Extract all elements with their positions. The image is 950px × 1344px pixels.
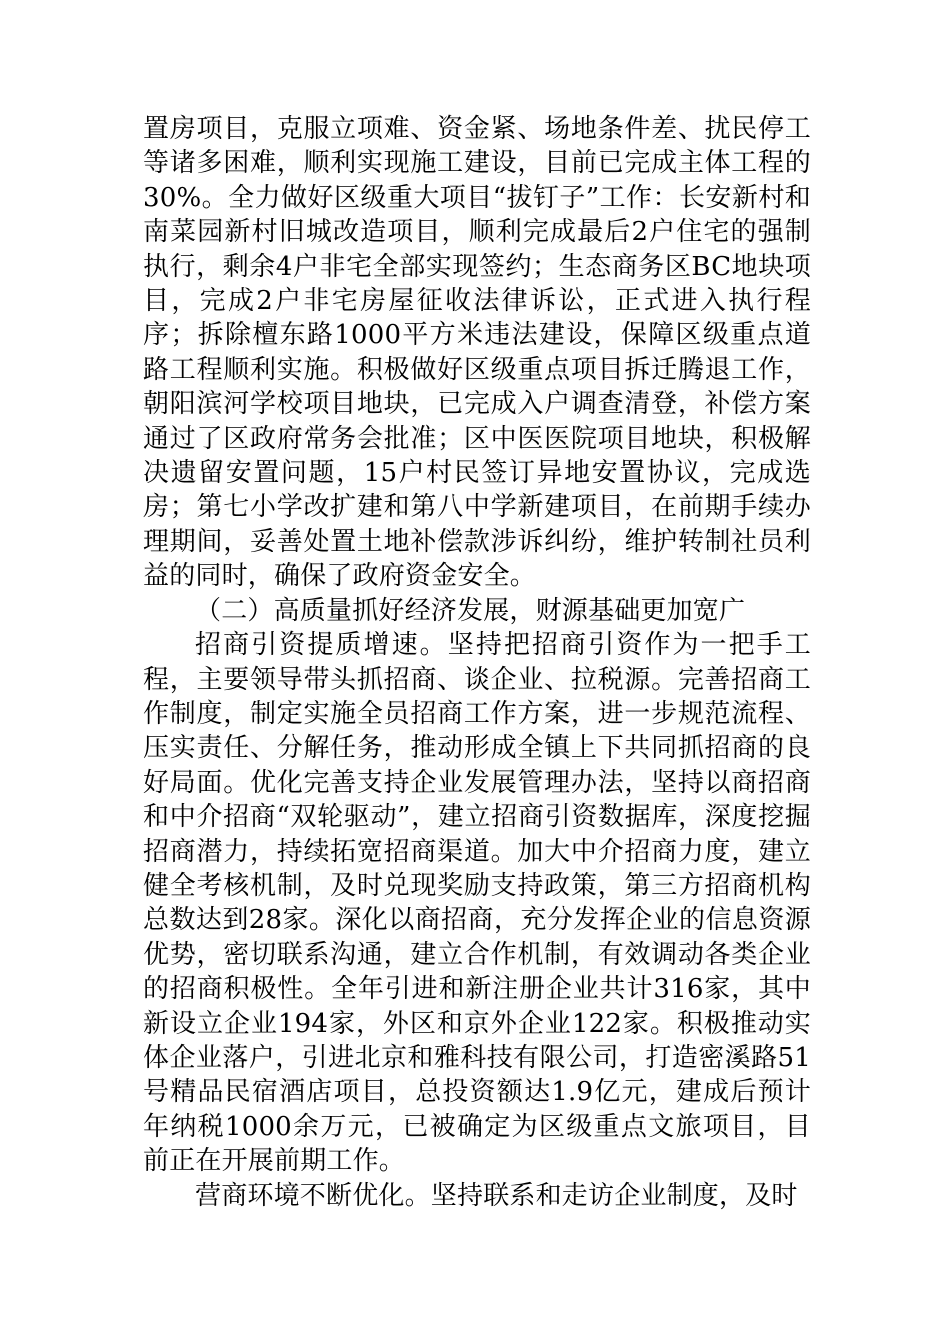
document-body: [143, 112, 811, 1213]
section-heading: （二）高质量抓好经济发展，财源基础更加宽广: [195, 595, 746, 626]
paragraph-business-environment: 营商环境不断优化。坚持联系和走访企业制度，及时: [195, 1180, 798, 1211]
paragraph-continuation: 置房项目，克服立项难、资金紧、场地条件差、扰民停工等诸多困难，顺利实现施工建设，目前已完成主体工程的30%。全力做好区级重大项目“拔钉子”工作：长安新村和南菜园新村旧城改造项目，顺利完成最后2户住宅的强制执行，剩余4户非宅全部实现签约；生态商务区BC地块项目，完成2户非宅房屋征收法律诉讼，正式进入执行程序；拆除檀东路1000平方米违法建设，保障区级重点道路工程顺利实施。积极做好区级重点项目拆迁腾退工作，朝阳滨河学校项目地块，已完成入户调查清登，补偿方案通过了区政府常务会批准；区中医医院项目地块，积极解决遗留安置问题，15户村民签订异地安置协议，完成选房；第七小学改扩建和第八中学新建项目，在前期手续办理期间，妥善处置土地补偿款涉诉纠纷，维护转制社员利益的同时，确保了政府资金安全。: [143, 114, 811, 592]
paragraph-investment: 招商引资提质增速。坚持把招商引资作为一把手工程，主要领导带头抓招商、谈企业、拉税源。完善招商工作制度，制定实施全员招商工作方案，进一步规范流程、压实责任、分解任务，推动形成全镇上下共同抓招商的良好局面。优化完善支持企业发展管理办法，坚持以商招商和中介招商“双轮驱动”，建立招商引资数据库，深度挖掘招商潜力，持续拓宽招商渠道。加大中介招商力度，建立健全考核机制，及时兑现奖励支持政策，第三方招商机构总数达到28家。深化以商招商，充分发挥企业的信息资源优势，密切联系沟通，建立合作机制，有效调动各类企业的招商积极性。全年引进和新注册企业共计316家，其中新设立企业194家，外区和京外企业122家。积极推动实体企业落户，引进北京和雅科技有限公司，打造密溪路51号精品民宿酒店项目，总投资额达1.9亿元，建成后预计年纳税1000余万元，已被确定为区级重点文旅项目，目前正在开展前期工作。: [143, 630, 811, 1177]
